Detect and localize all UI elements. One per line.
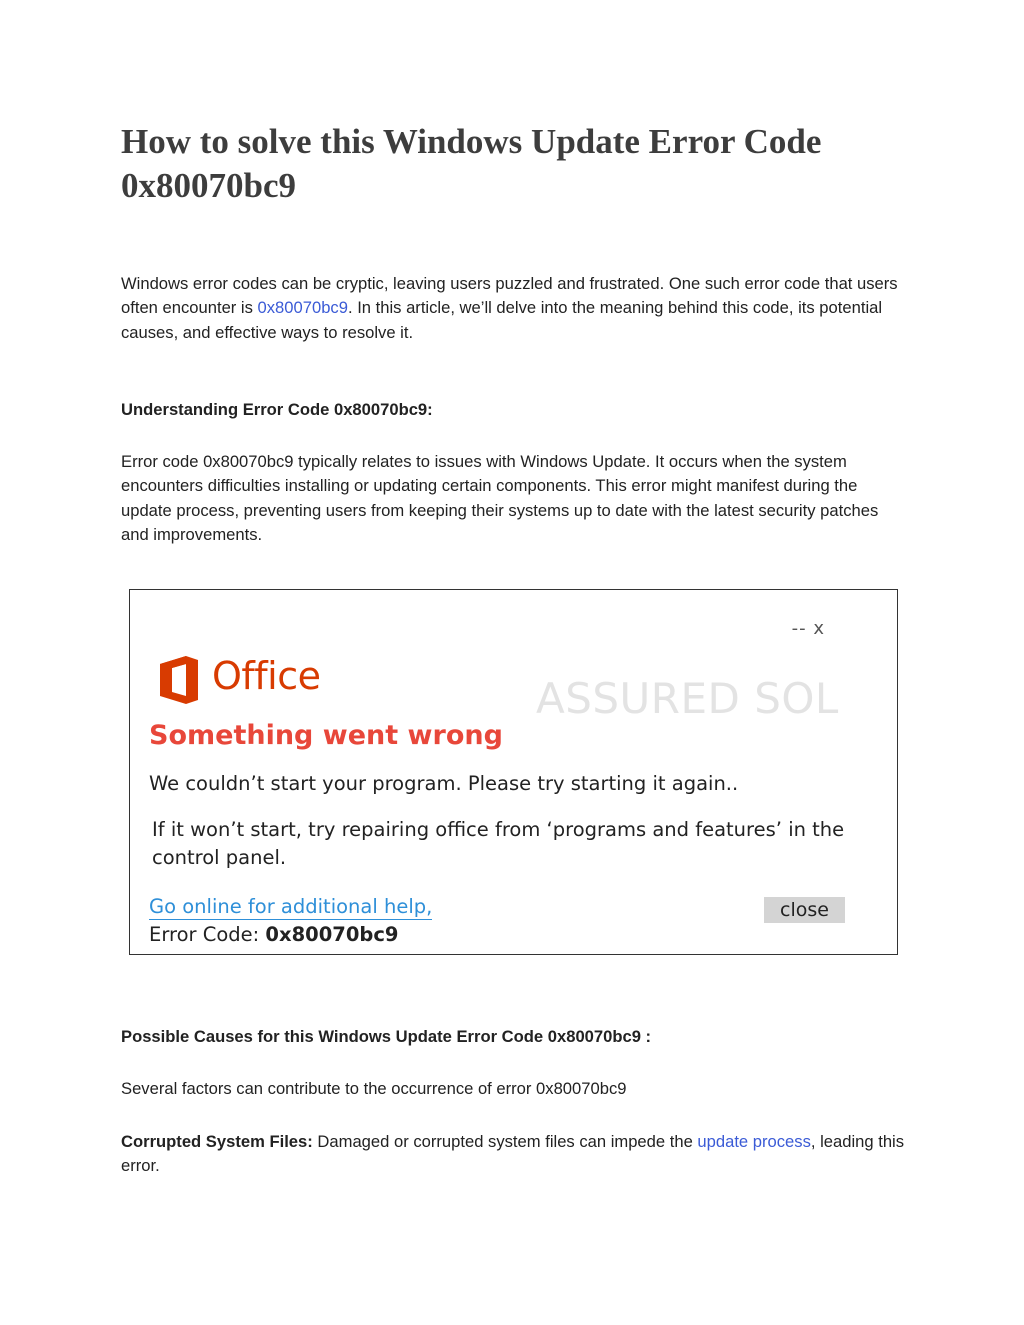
update-process-link[interactable]: update process <box>697 1132 811 1151</box>
section-heading-causes: Possible Causes for this Windows Update Error Code 0x80070bc9 : <box>121 1027 652 1046</box>
causes-paragraph: Several factors can contribute to the occurrence of error 0x80070bc9 <box>121 1079 627 1098</box>
window-controls: -- x <box>791 618 825 639</box>
intro-text-after: . In this article, we’ll delve into the meaning behind this code, its potential causes, and effective ways to resolve it. <box>121 298 883 342</box>
office-brand-text: Office <box>212 654 321 698</box>
cause-corrupted-files <box>121 1130 906 1179</box>
intro-text-before: Windows error codes can be cryptic, leaving users puzzled and frustrated. One such error code that users often encounter is <box>121 274 898 318</box>
error-dialog-image <box>129 589 898 955</box>
office-logo-icon <box>158 656 202 704</box>
dialog-instructions: If it won’t start, try repairing office from ‘programs and features’ in the control panel. <box>152 818 845 869</box>
dialog-heading: Something went wrong <box>149 720 503 751</box>
cause-text-before: Damaged or corrupted system files can impede the <box>312 1132 698 1151</box>
close-button: close <box>764 897 845 923</box>
dialog-message: We couldn’t start your program. Please try starting it again.. <box>149 772 739 795</box>
error-code-label: Error Code: <box>149 923 266 946</box>
dialog-error-code <box>149 923 399 946</box>
additional-help-link: Go online for additional help, <box>149 895 433 918</box>
error-code-link[interactable]: 0x80070bc9 <box>257 298 348 318</box>
cause-text-after: , leading this error. <box>121 1132 905 1176</box>
page-title: How to solve this Windows Update Error Code 0x80070bc9 <box>121 122 822 205</box>
intro-paragraph <box>121 272 906 345</box>
error-code-value: 0x80070bc9 <box>265 923 399 946</box>
cause-label: Corrupted System Files: <box>121 1132 313 1151</box>
understanding-paragraph: Error code 0x80070bc9 typically relates to issues with Windows Update. It occurs when the system encounters difficulties installing or updating certain components. This error might manifest during the update process, preventing users from keeping their systems up to date with the latest security patches and improvements. <box>121 452 879 544</box>
watermark: ASSURED SOL <box>536 674 839 723</box>
section-heading-understanding: Understanding Error Code 0x80070bc9: <box>121 400 433 419</box>
